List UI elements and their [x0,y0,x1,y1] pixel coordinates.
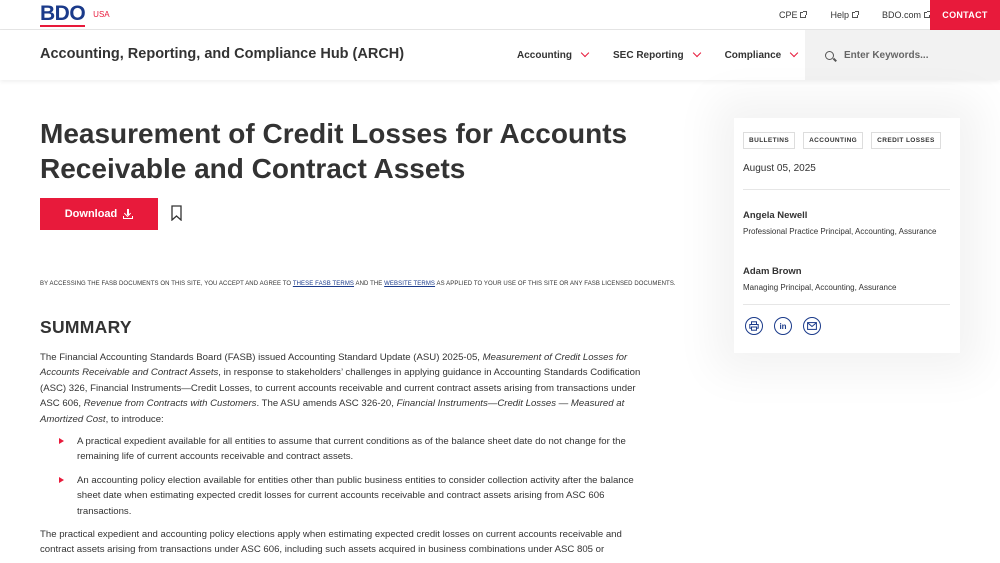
download-label: Download [64,208,118,220]
author [743,266,953,295]
bdo-com-link[interactable] [882,10,930,20]
contact-button[interactable]: CONTACT [930,0,1000,30]
search-icon[interactable] [825,51,834,60]
author-name[interactable]: Angela Newell [743,210,808,221]
nav-compliance[interactable] [725,50,798,61]
summary-bullet-list [40,434,655,527]
chevron-down-icon [790,49,798,57]
logo-mark: BDO [40,2,86,25]
nav-sec-reporting-label: SEC Reporting [613,49,684,61]
top-utility-bar [0,0,1000,30]
author [743,210,953,239]
external-link-icon [852,12,858,18]
nav-sec-reporting[interactable] [613,50,700,61]
chevron-down-icon [581,49,589,57]
email-icon [807,322,817,330]
author-role: Managing Principal, Accounting, Assurance [743,283,897,292]
linkedin-icon: in [779,321,787,331]
summary-paragraph-2: The practical expedient and accounting policy elections apply when estimating expected credit losses on current accounts receivable and contract assets arising from transactions under ASC 606, including such assets acquired in business combinations under ASC 805 or [40,529,622,556]
nav-accounting[interactable] [517,50,588,61]
hub-nav [517,30,822,80]
help-link-label: Help [830,10,849,20]
bdo-com-link-label: BDO.com [881,10,921,20]
tag-accounting[interactable]: ACCOUNTING [803,132,863,149]
help-link[interactable] [830,10,858,20]
linkedin-button[interactable] [774,317,792,335]
fasb-terms-link[interactable]: THESE FASB TERMS [292,281,355,287]
divider [743,304,950,305]
nav-accounting-label: Accounting [517,49,572,61]
article-title: Measurement of Credit Losses for Accounts Receivable and Contract Assets [40,118,628,184]
cpe-link[interactable] [779,10,807,20]
terms-suffix: AS APPLIED TO YOUR USE OF THIS SITE OR ANY FASB LICENSED DOCUMENTS. [435,281,676,287]
hub-navigation-bar [0,30,1000,80]
search-input[interactable] [844,50,984,61]
tag-bulletins[interactable]: BULLETINS [743,132,795,149]
list-item: A practical expedient available for all entities to assume that current conditions as of the balance sheet date do not change for the remaining life of current accounts receivable and contract assets. [40,434,655,465]
download-icon [123,209,133,219]
email-button[interactable] [803,317,821,335]
terms-prefix: BY ACCESSING THE FASB DOCUMENTS ON THIS SITE, YOU ACCEPT AND AGREE TO [40,281,293,287]
download-button[interactable] [40,198,158,230]
summary-heading: SUMMARY [40,317,132,337]
logo-region: USA [93,10,110,19]
website-terms-link[interactable]: WEBSITE TERMS [384,281,436,287]
publish-date: August 05, 2025 [743,163,816,174]
divider [743,189,950,190]
external-link-icon [800,12,806,18]
bdo-logo[interactable] [40,4,110,26]
author-name[interactable]: Adam Brown [743,266,802,277]
tag-credit-losses[interactable]: CREDIT LOSSES [871,132,941,149]
print-icon [749,321,759,331]
utility-links [755,0,930,30]
print-button[interactable] [745,317,763,335]
hub-title[interactable]: Accounting, Reporting, and Compliance Hub (ARCH) [40,46,405,62]
share-buttons [745,317,832,335]
summary-paragraph: The Financial Accounting Standards Board (FASB) issued Accounting Standard Update (ASU) 2025-05, Measurement of Credit Losses for Accounts Receivable and Contract Assets, in response to stakeholders’ challenges in applying guidance in Accounting Standards Codification (ASC) 326, Financial Instruments—Credit Losses, to current accounts receivable and current contract assets arising from transactions under ASC 606, Revenue from Contracts with Customers. The ASU amends ASC 326-20, Financial Instruments—Credit Losses — Measured at Amortized Cost, to introduce: [40,352,641,425]
author-role: Professional Practice Principal, Accounting, Assurance [743,227,937,236]
terms-middle: AND THE [354,281,385,287]
cpe-link-label: CPE [778,10,798,20]
article-meta-card [734,118,960,353]
list-item: An accounting policy election available for entities other than public business entities to consider collection activity after the balance sheet date when estimating expected credit losses for current accounts receivable and contract assets arising from ASC 606 transactions. [40,473,655,519]
fasb-terms-notice [40,281,676,287]
tag-list [743,132,949,149]
bookmark-icon[interactable] [171,205,182,221]
chevron-down-icon [692,49,700,57]
nav-compliance-label: Compliance [724,49,782,61]
search-box [805,30,1000,80]
